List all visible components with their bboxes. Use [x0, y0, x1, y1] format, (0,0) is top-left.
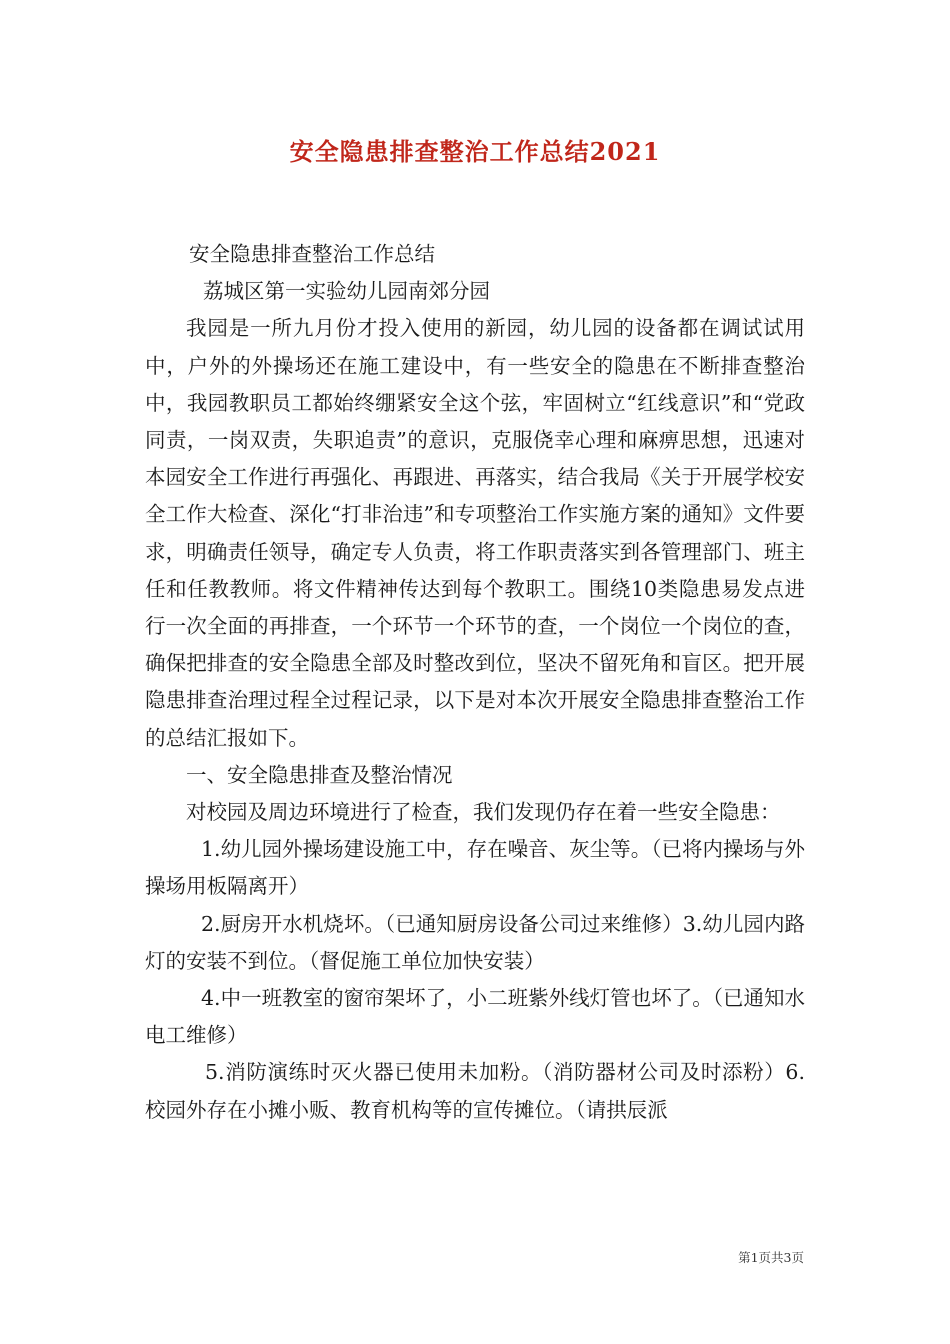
document-title: 安全隐患排查整治工作总结2021	[289, 137, 661, 166]
document-body	[145, 236, 805, 1129]
page-number: 第1页共3页	[738, 1250, 804, 1265]
intro-paragraph: 我园是一所九月份才投入使用的新园，幼儿园的设备都在调试试用中，户外的外操场还在施工建设中，有一些安全的隐患在不断排查整治中，我园教职员工都始终绷紧安全这个弦，牢固树立“红线意识”和“党政同责，一岗双责，失职追责”的意识，克服侥幸心理和麻痹思想，迅速对本园安全工作进行再强化、再跟进、再落实，结合我局《关于开展学校安全工作大检查、深化“打非治违”和专项整治工作实施方案的通知》文件要求，明确责任领导，确定专人负责，将工作职责落实到各管理部门、班主任和任教教师。将文件精神传达到每个教职工。围绕10类隐患易发点进行一次全面的再排查，一个环节一个环节的查，一个岗位一个岗位的查，确保把排查的安全隐患全部及时整改到位，坚决不留死角和盲区。把开展隐患排查治理过程全过程记录，以下是对本次开展安全隐患排查整治工作的总结汇报如下。	[145, 316, 805, 750]
hazard-item-4: 4.中一班教室的窗帘架坏了，小二班紫外线灯管也坏了。（已通知水电工维修）	[145, 986, 805, 1048]
hazard-item-5-6: 5.消防演练时灭火器已使用未加粉。（消防器材公司及时添粉）6.校园外存在小摊小贩、教育机构等的宣传摊位。（请拱辰派	[145, 1060, 805, 1122]
hazard-item-1: 1.幼儿园外操场建设施工中，存在噪音、灰尘等。（已将内操场与外操场用板隔离开）	[145, 837, 805, 899]
organization-name: 荔城区第一实验幼儿园南郊分园	[203, 279, 490, 304]
document-subtitle: 安全隐患排查整治工作总结	[189, 242, 435, 266]
hazard-item-2-3: 2.厨房开水机烧坏。（已通知厨房设备公司过来维修）3.幼儿园内路灯的安装不到位。（督促施工单位加快安装）	[145, 911, 805, 973]
section-heading: 一、安全隐患排查及整治情况	[186, 762, 453, 787]
section-intro-paragraph: 对校园及周边环境进行了检查，我们发现仍存在着一些安全隐患：	[186, 800, 781, 825]
